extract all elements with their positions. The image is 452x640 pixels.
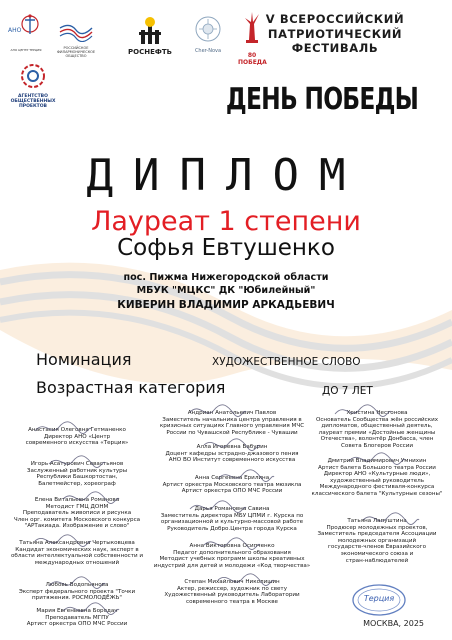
asi-line-3: ПРОЕКТОВ: [19, 104, 47, 109]
signatory-position: современного театра в Москве: [186, 598, 278, 605]
signatory-position: Доцент кафедры эстрадно-джазового пения: [165, 450, 299, 457]
signatory-position: Методист учебных программ школы креативных: [159, 556, 305, 563]
signature-block: [152, 543, 312, 569]
teacher-name: КИВЕРИН ВЛАДИМИР АРКАДЬЕВИЧ: [117, 299, 335, 311]
signatory-name: Дарья Романовна Савина: [194, 506, 270, 512]
signatory-position: Заслуженный работник культуры: [26, 467, 128, 474]
signatory-position: Преподаватель живописи и рисунка: [22, 510, 132, 517]
asi-line-1: АГЕНТСТВО: [18, 94, 48, 99]
diploma-title: ДИПЛОМ: [86, 150, 366, 201]
nomination-label: Номинация: [36, 350, 132, 369]
signatory-name: Алла Игоревна Бабурин: [196, 444, 268, 450]
tertsia-emblem-icon: [6, 10, 46, 44]
signatory-position: Директор АНО «Культурные люди»,: [323, 471, 431, 478]
tertsia-stamp: [350, 582, 408, 618]
signatory-name: Татьяна Лапуштина: [347, 518, 407, 524]
signatory-position: стран-наблюдателей: [345, 557, 409, 564]
signature-block: [302, 518, 452, 564]
signature-block: [2, 582, 152, 602]
philharmonic-caption: РОССИЙСКОЕ ФИЛАРМОНИЧЕСКОЕ ОБЩЕСТВО: [56, 46, 96, 58]
signature-block: [152, 506, 312, 532]
signatory-position: России по Чувашской Республике - Чувашии: [166, 429, 298, 436]
signatory-name: Христина Нестонова: [346, 410, 408, 416]
signatory-position: Актер, режиссер, художник по свету: [176, 585, 288, 592]
signatory-name: Степан Михайлович Николишин: [184, 579, 280, 585]
signature-block: [2, 540, 152, 566]
festival-name: ДЕНЬ ПОБЕДЫ: [225, 82, 419, 117]
signatory-position: Руководитель Добро.Центра города Курска: [167, 525, 297, 532]
signatory-position: Заместитель директора МБУ ЦПМИ г. Курска по: [160, 512, 304, 519]
signatory-position: Основатель Сообщества жён российских: [315, 416, 439, 423]
signatory-position: Художественный руководитель Лаборатории: [164, 592, 300, 599]
signatory-position: Артист оркестра Московского театра мюзикла: [162, 481, 302, 488]
signature-block: [302, 458, 452, 498]
signatory-position: современного искусства «Терция»: [25, 440, 129, 447]
signatory-position: Отечества», волонтёр Донбасса, член: [320, 436, 434, 443]
signature-block: [2, 608, 152, 628]
signatory-position: кризисных ситуациях Главного управления МЧС: [159, 423, 305, 430]
signatory-position: Международного фестиваля-конкурса: [319, 484, 435, 491]
signature-block: [152, 475, 312, 495]
tertsia-logo-caption: АНО ЦЕНТР ТЕРЦИЯ: [10, 48, 42, 52]
signature-block: [302, 410, 452, 450]
age-category-value: ДО 7 ЛЕТ: [322, 385, 373, 397]
signatory-position: молодежных организаций: [337, 537, 417, 544]
signatory-name: Анна Викторовна Осипченко: [189, 543, 275, 549]
signature-block: [2, 427, 152, 447]
signatory-position: Артист оркестра ОПО МЧС России: [181, 488, 283, 495]
signatory-name: Игорь Асатурович Севастьянов: [30, 461, 124, 467]
signatory-position: Педагог дополнительного образования: [173, 549, 291, 556]
signatory-position: Продюсер молодежных проектов,: [326, 524, 428, 531]
svg-text:АНО: АНО: [8, 27, 22, 34]
signatory-position: АНО ВО Институт современного искусства: [168, 457, 296, 464]
signatory-position: Методист ГМЦ ДОНМ: [45, 503, 109, 510]
signatory-position: Республики Башкортостан,: [36, 474, 118, 481]
signature-block: [2, 497, 152, 530]
signatory-position: Артист балета Большого театра России: [318, 464, 436, 471]
signatory-name: Анастасия Олеговна Гетманенко: [28, 427, 126, 433]
philharmonic-society-logo: [56, 20, 96, 62]
signatory-position: дипломатов, общественный деятель,: [321, 423, 433, 430]
signatory-position: государств-членов Евразийского: [327, 544, 426, 551]
signatory-name: Анна Сергеевна Ерилина: [194, 475, 270, 481]
signatory-name: Елена Витальевна Романова: [34, 497, 120, 503]
festival-line-3: ФЕСТИВАЛЬ: [291, 41, 379, 55]
signatory-name: Дмитрий Владимирович Умнихин: [327, 458, 427, 464]
signatory-position: Эксперт федерального проекта "Точки: [18, 588, 136, 595]
pobeda-80-wordmark: 80 ПОБЕДА: [238, 52, 267, 66]
signatory-position: индустрий для детей и молодежи «Код творчества»: [153, 562, 311, 569]
signatory-position: Совета Блогеров России: [340, 442, 413, 449]
recipient-name: Софья Евтушенко: [117, 235, 335, 261]
signatory-name: Мария Евгеньевна Бородач: [36, 608, 118, 614]
stamp-text: Терция: [363, 594, 395, 603]
music-staff-icon: [56, 20, 96, 42]
signatory-position: Кандидат экономических наук, эксперт в: [15, 546, 139, 553]
issue-place-date: МОСКВА, 2025: [363, 619, 424, 628]
signatory-position: Артист оркестра ОПО МЧС России: [26, 621, 128, 628]
signatory-position: лауреат премии «Достойные женщины: [318, 429, 436, 436]
signatory-position: международных отношений: [34, 559, 120, 566]
signatory-position: организационной и культурно-массовой работе: [160, 519, 304, 526]
signature-block: [2, 461, 152, 487]
rosneft-logo: [120, 14, 180, 64]
recipient-institution: МБУК "МЦКС" ДК "Юбилейный": [136, 285, 316, 296]
asi-line-2: ОБЩЕСТВЕННЫХ: [10, 99, 56, 104]
signatory-position: экономического союза и: [340, 550, 414, 557]
signatory-position: классического балета "Культурные сезоны": [311, 490, 443, 497]
age-category-label: Возрастная категория: [36, 378, 226, 397]
festival-line-1: V ВСЕРОССИЙСКИЙ: [265, 12, 405, 26]
signatory-position: Заместитель председателя Ассоциации: [317, 531, 437, 538]
award-level: Лауреат 1 степени: [91, 206, 361, 237]
signature-block: [152, 444, 312, 464]
cher-nova-wordmark: Cher-Nova: [194, 48, 222, 54]
signatory-position: Балетмейстер, хореограф: [38, 480, 116, 487]
signatory-position: притяжения. РОСМОЛОДЁЖЬ": [31, 595, 123, 602]
signatory-name: Татьяна Александровна Чертыковцева: [19, 540, 135, 546]
nomination-value: ХУДОЖЕСТВЕННОЕ СЛОВО: [212, 356, 361, 368]
rosneft-wordmark: РОСНЕФТЬ: [128, 48, 172, 56]
signatory-position: "АРТакиада. Изображение и слово": [24, 523, 130, 530]
asi-logo: [8, 62, 58, 114]
signatory-name: Андриан Анатольевич Павлов: [187, 410, 277, 416]
signature-block: [152, 410, 312, 436]
signatory-position: Заместитель начальника центра управления в: [162, 416, 302, 423]
tertsia-logo: [6, 10, 46, 54]
asi-emblem-icon: [18, 62, 48, 90]
festival-heading: [240, 12, 430, 56]
rosneft-emblem-icon: [135, 14, 165, 46]
signatory-position: Директор АНО «Центр: [43, 433, 111, 440]
cher-nova-emblem-icon: [193, 14, 223, 46]
signature-block: [152, 579, 312, 605]
festival-line-2: ПАТРИОТИЧЕСКИЙ: [267, 26, 403, 41]
recipient-location: пос. Пижма Нижегородской области: [123, 272, 329, 283]
signatory-position: области интеллектуальной собственности и: [10, 553, 144, 560]
signatory-position: художественный руководитель: [329, 477, 425, 484]
signatory-position: Преподаватель МГПУ: [45, 614, 109, 621]
cher-nova-logo: [188, 14, 228, 64]
signatory-name: Любовь Водопьянова: [45, 582, 109, 588]
signatory-position: Член орг. комитета Московского конкурса: [13, 516, 141, 523]
